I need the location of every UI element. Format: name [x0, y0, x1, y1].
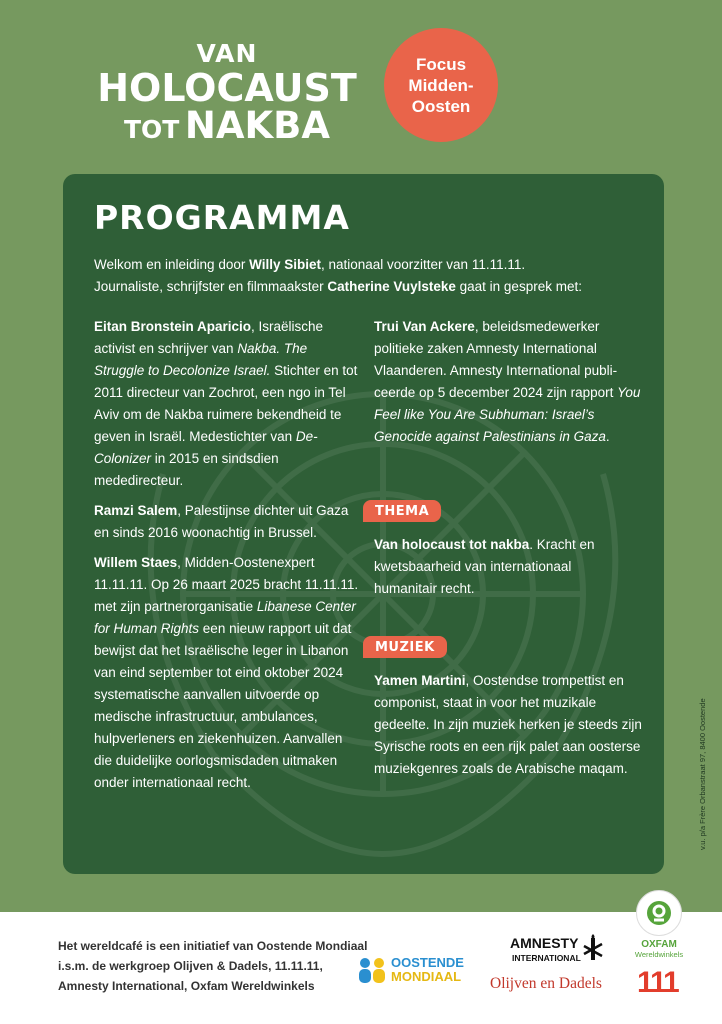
footer-line1: Het wereldcafé is een initiatief van Oostende Mondiaal	[58, 939, 368, 953]
speaker-bronstein	[94, 316, 360, 492]
focus-line1: Focus	[415, 54, 467, 74]
title-line2: HOLOCAUST	[97, 66, 357, 110]
elevens-logo: 111	[637, 966, 678, 999]
intro-l1-pre: Welkom en inleiding door	[94, 257, 250, 272]
speaker-text: , beleidsmedewerker politieke zaken Amnesty International Vlaanderen. Amnesty International publi-ceerde op 5 december 2024 zijn rapport	[374, 319, 618, 400]
oostende-line2: MONDIAAL	[391, 969, 462, 984]
people-icon	[357, 956, 389, 986]
oostende-mondiaal-logo	[357, 956, 475, 996]
oxfam-logo	[634, 890, 684, 959]
oxfam-line1: OXFAM	[641, 939, 677, 950]
focus-badge	[384, 28, 498, 142]
muziek-description: , Oostendse trompettist en componist, staat in voor het muzikale gedeelte. In zijn muziek herken je steeds zijn Syrische roots en een rijk palet aan oosterse muziekgenres zoals de Arabische maqam.	[374, 673, 642, 776]
speaker-text: in 2015 en sindsdien mededirecteur.	[94, 451, 279, 488]
programma-heading: PROGRAMMA	[94, 198, 350, 237]
speaker-salem	[94, 500, 360, 544]
intro-l1-name: Willy Sibiet	[249, 257, 321, 272]
footer-line2: i.s.m. de werkgroep Olijven & Dadels, 11.11.11,	[58, 959, 323, 973]
speaker-text: , Israëlische activist en schrijver van	[94, 319, 324, 356]
title-line3-big: NAKBA	[184, 104, 331, 147]
footer-credits	[58, 936, 378, 996]
intro-line1	[94, 254, 634, 276]
focus-line2: Midden-	[408, 75, 474, 95]
oxfam-emblem	[636, 890, 682, 936]
muziek-text	[374, 670, 644, 780]
event-title	[92, 40, 362, 151]
title-line3-small: TOT	[123, 115, 180, 144]
focus-line3: Oosten	[411, 96, 471, 116]
oxfam-icon	[646, 900, 672, 926]
speaker-text: , Midden-Oostenexpert 11.11.11. Op 26 maart 2025 bracht 11.11.11. met zijn partnerorganisatie	[94, 555, 359, 614]
title-line3	[92, 104, 362, 151]
speaker-text: een nieuw rapport uit dat bewijst dat het Israëlische leger in Libanon van eind september tot eind oktober 2024 systematische aanvallen uitvoerde op medische infrastructuur, ambulances, hulpverleners en ziekenhuizen. Aanvallen die duidelijke oorlogsmisdaden uitmaken onder internationaal recht.	[94, 621, 352, 790]
thema-text	[374, 534, 634, 600]
speaker-text: Stichter en tot 2011 directeur van Zochrot, een ngo in Tel Aviv om de Nakba ruimere bekendheid te geven in Israël. Medestichter van	[94, 363, 358, 444]
speakers-right-column	[374, 316, 644, 456]
book-title: Nakba. The Struggle to Decolonize Israel.	[94, 341, 308, 378]
intro-l2-post: gaat in gesprek met:	[455, 279, 582, 294]
intro-l2-name: Catherine Vuylsteke	[327, 279, 456, 294]
intro-l1-post: , nationaal voorzitter van 11.11.11.	[320, 257, 526, 272]
title-line1: VAN	[196, 39, 258, 68]
thema-title: Van holocaust tot nakba	[374, 537, 530, 552]
speaker-name: Willem Staes	[94, 555, 178, 570]
muziek-tag: MUZIEK	[363, 636, 447, 658]
speaker-text: , Palestijnse dichter uit Gaza en sinds 2016 woonachtig in Brussel.	[94, 503, 349, 540]
amnesty-line2: INTERNATIONAL	[512, 953, 581, 963]
candle-icon	[582, 934, 604, 968]
musician-name: Yamen Martini	[374, 673, 466, 688]
program-panel	[63, 174, 664, 874]
thema-description: . Kracht en kwetsbaarheid van internationaal humanitair recht.	[374, 537, 595, 596]
speaker-staes	[94, 552, 360, 794]
footer-line3: Amnesty International, Oxfam Wereldwinkels	[58, 979, 315, 993]
speakers-left-column	[94, 316, 360, 802]
speaker-text: .	[605, 429, 610, 444]
olijven-en-dadels-logo: Olijven en Dadels	[490, 975, 602, 992]
speaker-name: Trui Van Ackere	[374, 319, 475, 334]
oostende-text	[391, 956, 464, 984]
oxfam-line2: Wereldwinkels	[634, 950, 684, 959]
org-name: De-Colonizer	[94, 429, 318, 466]
speaker-name: Ramzi Salem	[94, 503, 178, 518]
speaker-van-ackere	[374, 316, 644, 448]
publisher-note: v.u. p/a Frère Orbanstraat 97, 8400 Oostende	[698, 698, 707, 850]
report-title: You Feel like You Are Subhuman: Israel’s Genocide against Palestinians in Gaza	[374, 385, 641, 444]
oostende-line1: OOSTENDE	[391, 955, 464, 970]
intro-line2	[94, 276, 634, 298]
intro-text	[94, 254, 634, 298]
amnesty-line1: AMNESTY	[510, 935, 579, 951]
amnesty-logo	[510, 934, 610, 972]
speaker-name: Eitan Bronstein Aparicio	[94, 319, 252, 334]
org-name: Libanese Center for Human Rights	[94, 599, 356, 636]
thema-tag: THEMA	[363, 500, 441, 522]
intro-l2-pre: Journaliste, schrijfster en filmmaakster	[94, 279, 328, 294]
